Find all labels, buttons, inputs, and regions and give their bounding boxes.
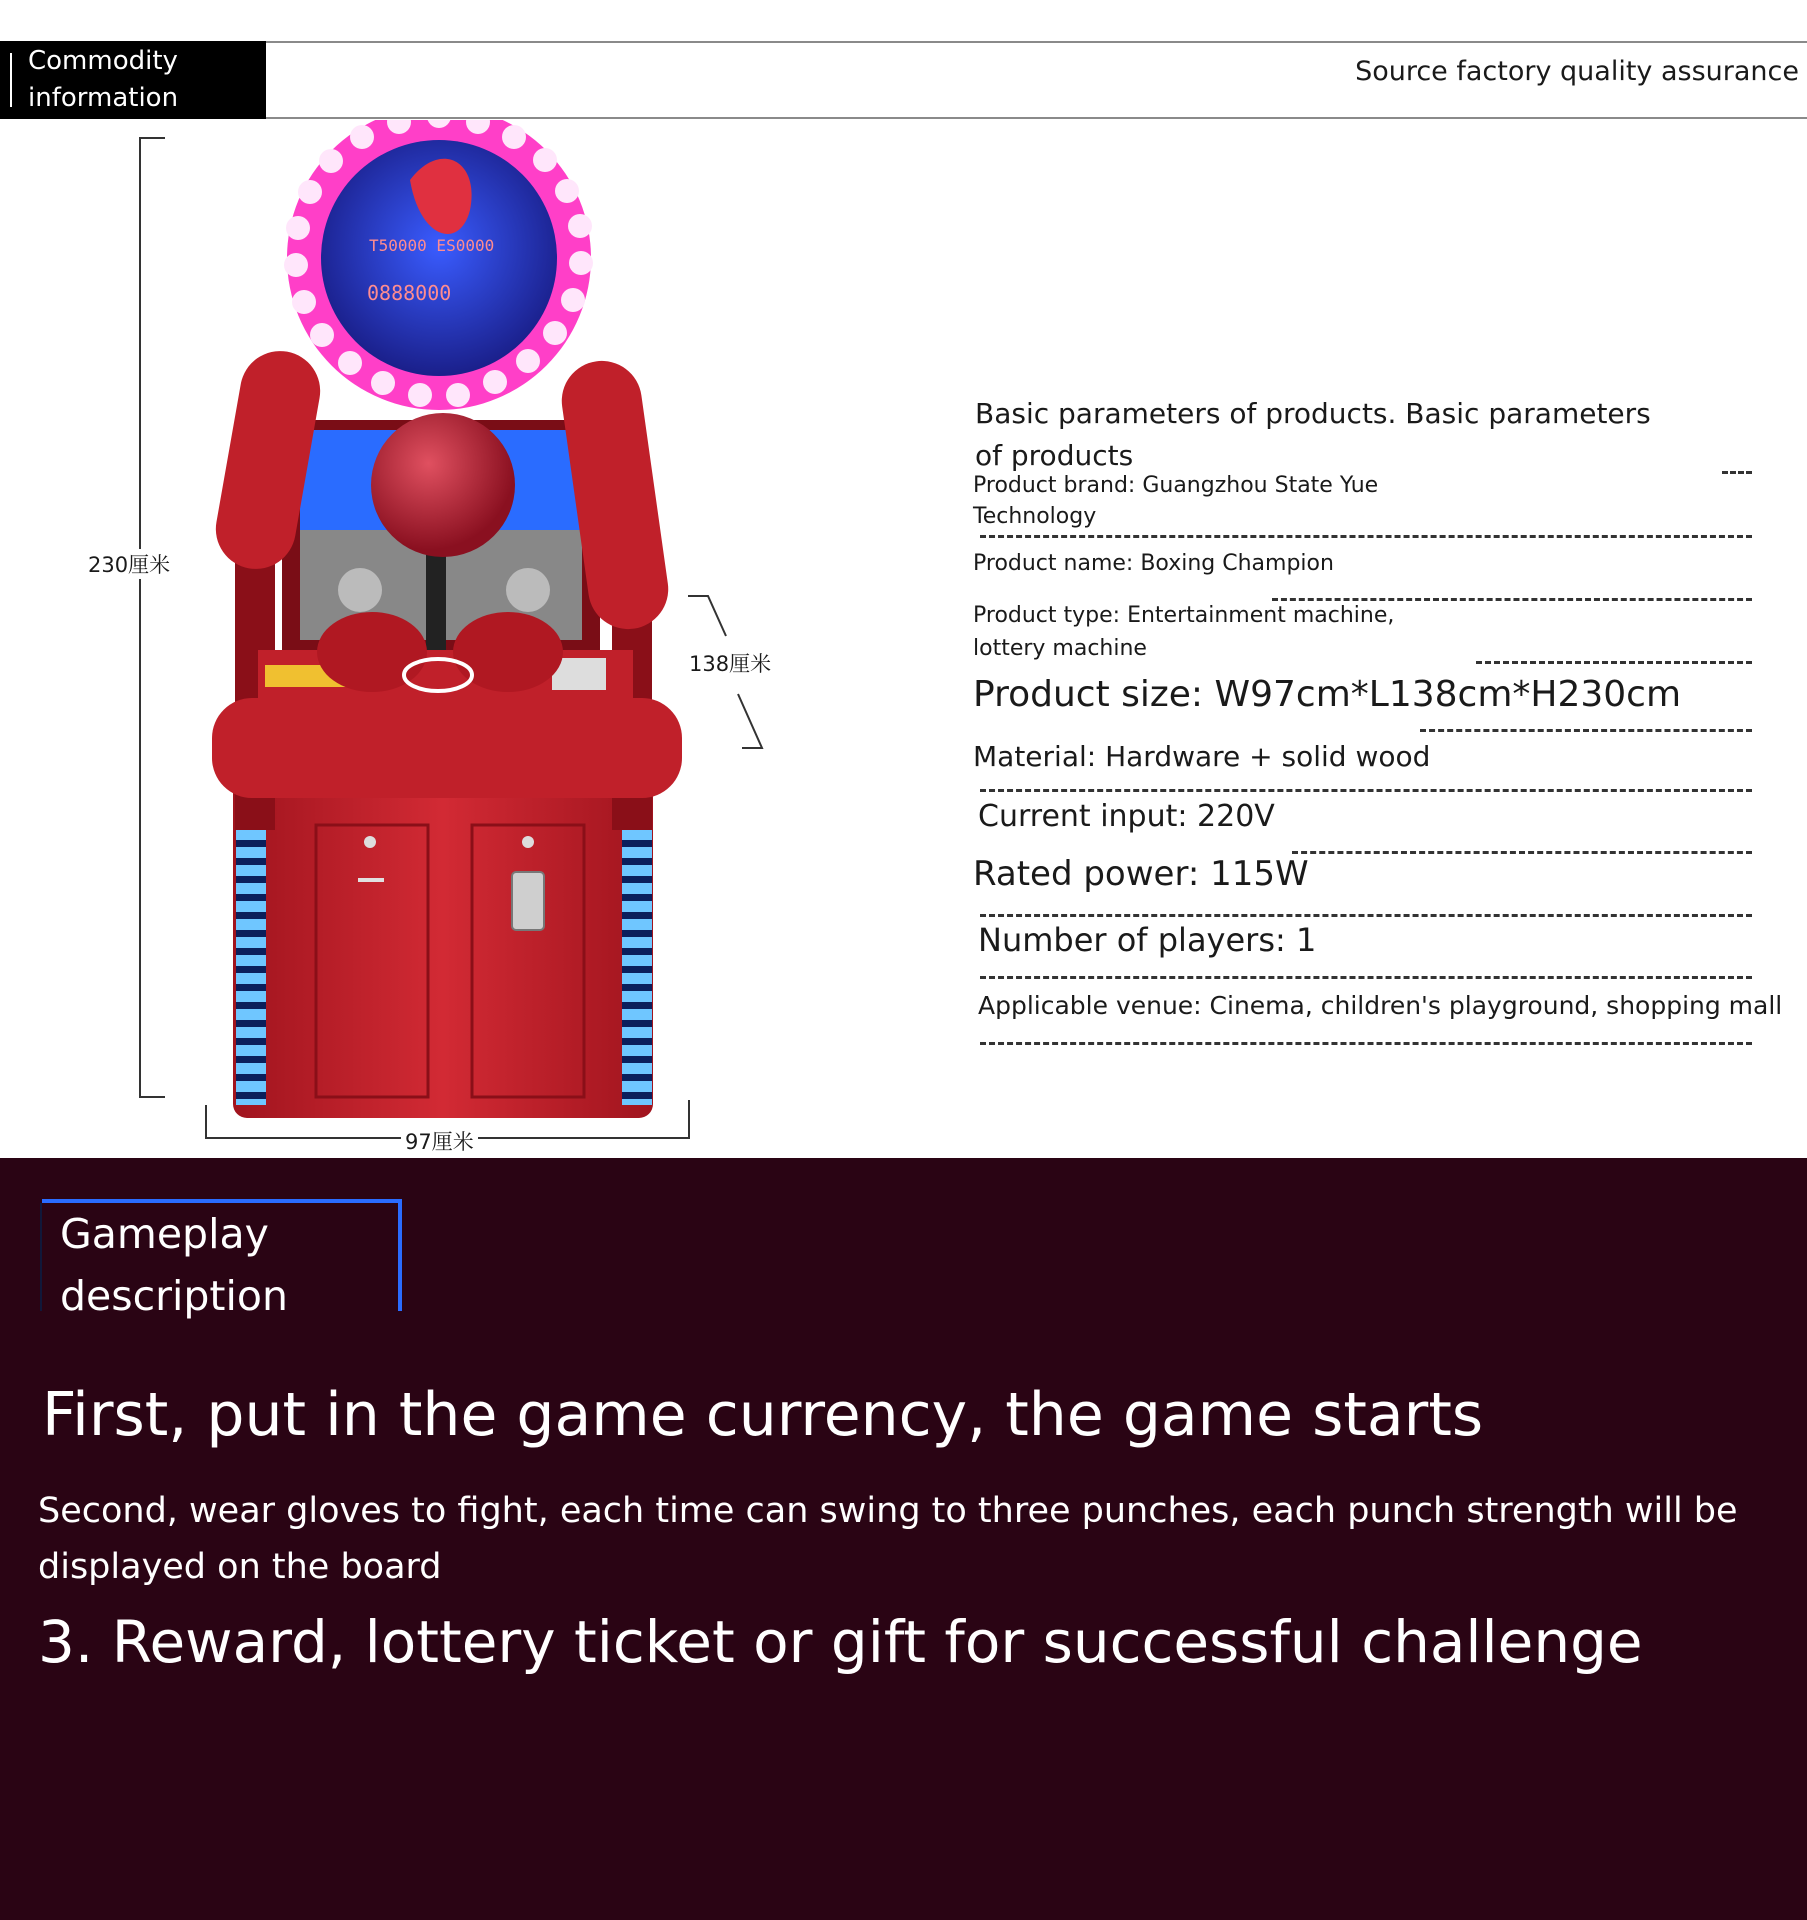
height-dimension-line [139, 137, 141, 1098]
commodity-info-tag: Commodity information [0, 41, 266, 119]
spec-item-brand: Product brand: Guangzhou State Yue Technology [973, 473, 1379, 529]
spec-item-type: Product type: Entertainment machine, lottery machine [973, 603, 1395, 661]
spec-item-venue: Applicable venue: Cinema, children's playground, shopping mall [978, 991, 1783, 1020]
gameplay-tag: Gameplay description [42, 1199, 402, 1311]
header-slogan: Source factory quality assurance [1355, 56, 1799, 87]
width-dimension-right-tick [688, 1100, 690, 1138]
specs-divider [980, 535, 1752, 538]
height-dimension-top-tick [139, 137, 165, 139]
specs-divider [980, 976, 1752, 979]
width-dimension-label: 97厘米 [401, 1126, 478, 1156]
specs-divider [1476, 661, 1752, 664]
gameplay-step-3: 3. Reward, lottery ticket or gift for successful challenge [38, 1608, 1643, 1676]
gameplay-step-1: First, put in the game currency, the game starts [42, 1380, 1484, 1450]
height-dimension-bottom-tick [139, 1096, 165, 1098]
width-dimension-left-tick [205, 1105, 207, 1138]
spec-item-rated-power: Rated power: 115W [973, 854, 1309, 894]
spec-item-material: Material: Hardware + solid wood [973, 740, 1431, 773]
display-score-line-1: T50000 ES0000 [369, 236, 495, 255]
spec-item-current-input: Current input: 220V [978, 799, 1275, 834]
spec-item-name: Product name: Boxing Champion [973, 551, 1334, 576]
specs-divider [1292, 851, 1752, 854]
specs-divider [980, 914, 1752, 917]
depth-dimension-label: 138厘米 [685, 648, 775, 678]
specs-divider [1420, 729, 1752, 732]
specs-divider [980, 789, 1752, 792]
header-bottom-line [0, 117, 1807, 119]
height-dimension-label: 230厘米 [84, 549, 174, 579]
specs-divider [1722, 471, 1752, 474]
spec-item-size: Product size: W97cm*L138cm*H230cm [973, 674, 1682, 715]
specs-divider [980, 1042, 1752, 1045]
gameplay-step-2: Second, wear gloves to fight, each time can swing to three punches, each punch strength will be displayed on the board [38, 1491, 1738, 1587]
specs-heading: Basic parameters of products. Basic parameters of products [975, 397, 1651, 472]
display-score-line-2: 0888000 [367, 281, 452, 305]
header-top-line [0, 41, 1807, 43]
spec-item-players: Number of players: 1 [978, 921, 1317, 959]
